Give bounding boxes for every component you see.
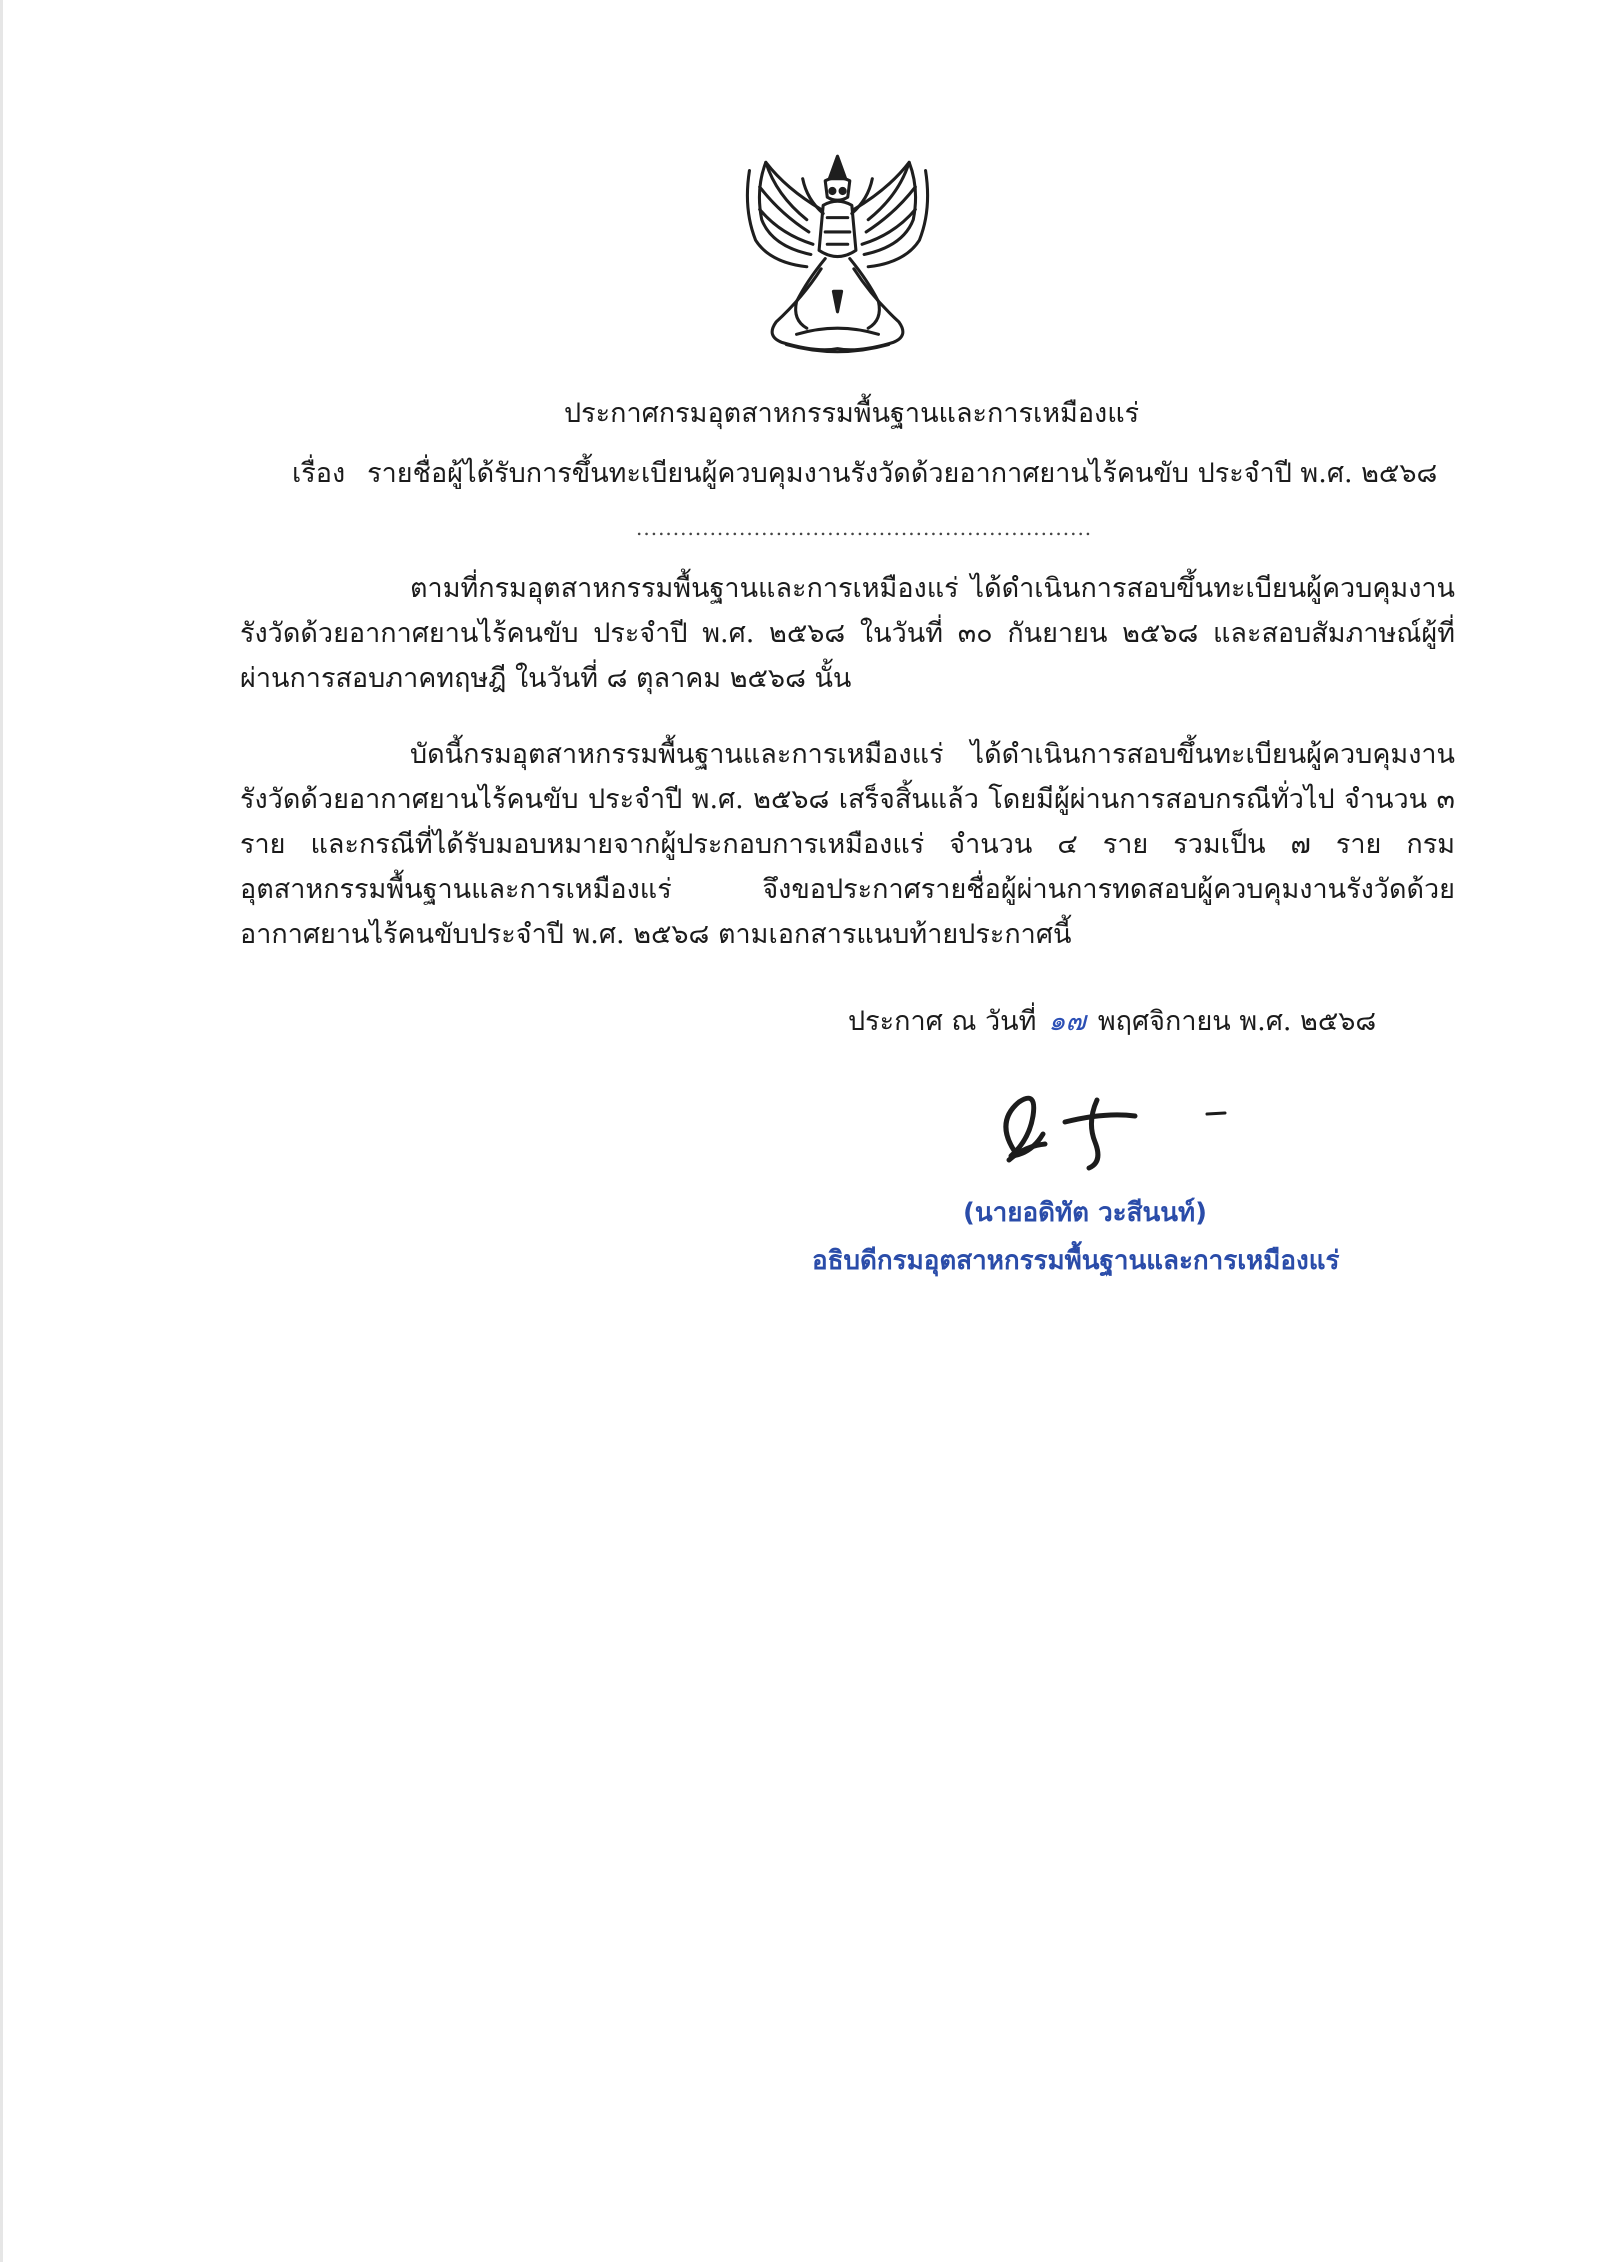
paragraph-2-text: บัดนี้กรมอุตสาหกรรมพื้นฐานและการเหมืองแร่ ได้ดำเนินการสอบขึ้นทะเบียนผู้ควบคุมงานรังวัดด้วยอากาศยานไร้คนขับ ประจำปี พ.ศ. ๒๕๖๘ เสร็จสิ้นแล้ว โดยมีผู้ผ่านการสอบกรณีทั่วไป จำนวน ๓ ราย และกรณีที่ได้รับมอบหมายจากผู้ประกอบการเหมืองแร่ จำนวน ๔ ราย รวมเป็น ๗ ราย กรมอุตสาหกรรมพื้นฐานและการเหมืองแร่ จึงขอประกาศรายชื่อผู้ผ่านการทดสอบผู้ควบคุมงานรังวัดด้วยอากาศยานไร้คนขับประจำปี พ.ศ. ๒๕๖๘ ตามเอกสารแนบท้ายประกาศนี้ — [240, 739, 1455, 950]
page-edge — [0, 0, 3, 2262]
announcement-subject — [292, 456, 1437, 492]
dateline — [848, 1004, 1376, 1040]
handwritten-signature-icon — [985, 1082, 1255, 1172]
signer-name: (นายอดิทัต วะสีนนท์) — [963, 1198, 1208, 1228]
paragraph-1 — [240, 566, 1455, 701]
separator-dots: .............................................................. — [636, 516, 1093, 540]
dateline-day: ๑๗ — [1048, 1006, 1086, 1037]
subject-label: เรื่อง — [292, 458, 346, 489]
garuda-emblem-icon — [735, 148, 940, 363]
subject-text: รายชื่อผู้ได้รับการขึ้นทะเบียนผู้ควบคุมงานรังวัดด้วยอากาศยานไร้คนขับ ประจำปี พ.ศ. ๒๕๖๘ — [367, 458, 1438, 489]
dateline-suffix: พฤศจิกายน พ.ศ. ๒๕๖๘ — [1097, 1006, 1377, 1037]
dateline-prefix: ประกาศ ณ วันที่ — [848, 1006, 1037, 1037]
paragraph-2 — [240, 732, 1455, 957]
paragraph-1-text: ตามที่กรมอุตสาหกรรมพื้นฐานและการเหมืองแร่ ได้ดำเนินการสอบขึ้นทะเบียนผู้ควบคุมงานรังวัดด้วยอากาศยานไร้คนขับ ประจำปี พ.ศ. ๒๕๖๘ ในวันที่ ๓๐ กันยายน ๒๕๖๘ และสอบสัมภาษณ์ผู้ที่ผ่านการสอบภาคทฤษฎี ในวันที่ ๘ ตุลาคม ๒๕๖๘ นั้น — [240, 573, 1455, 694]
announcement-title: ประกาศกรมอุตสาหกรรมพื้นฐานและการเหมืองแร่ — [564, 398, 1140, 429]
signer-title: อธิบดีกรมอุตสาหกรรมพื้นฐานและการเหมืองแร่ — [812, 1246, 1340, 1276]
